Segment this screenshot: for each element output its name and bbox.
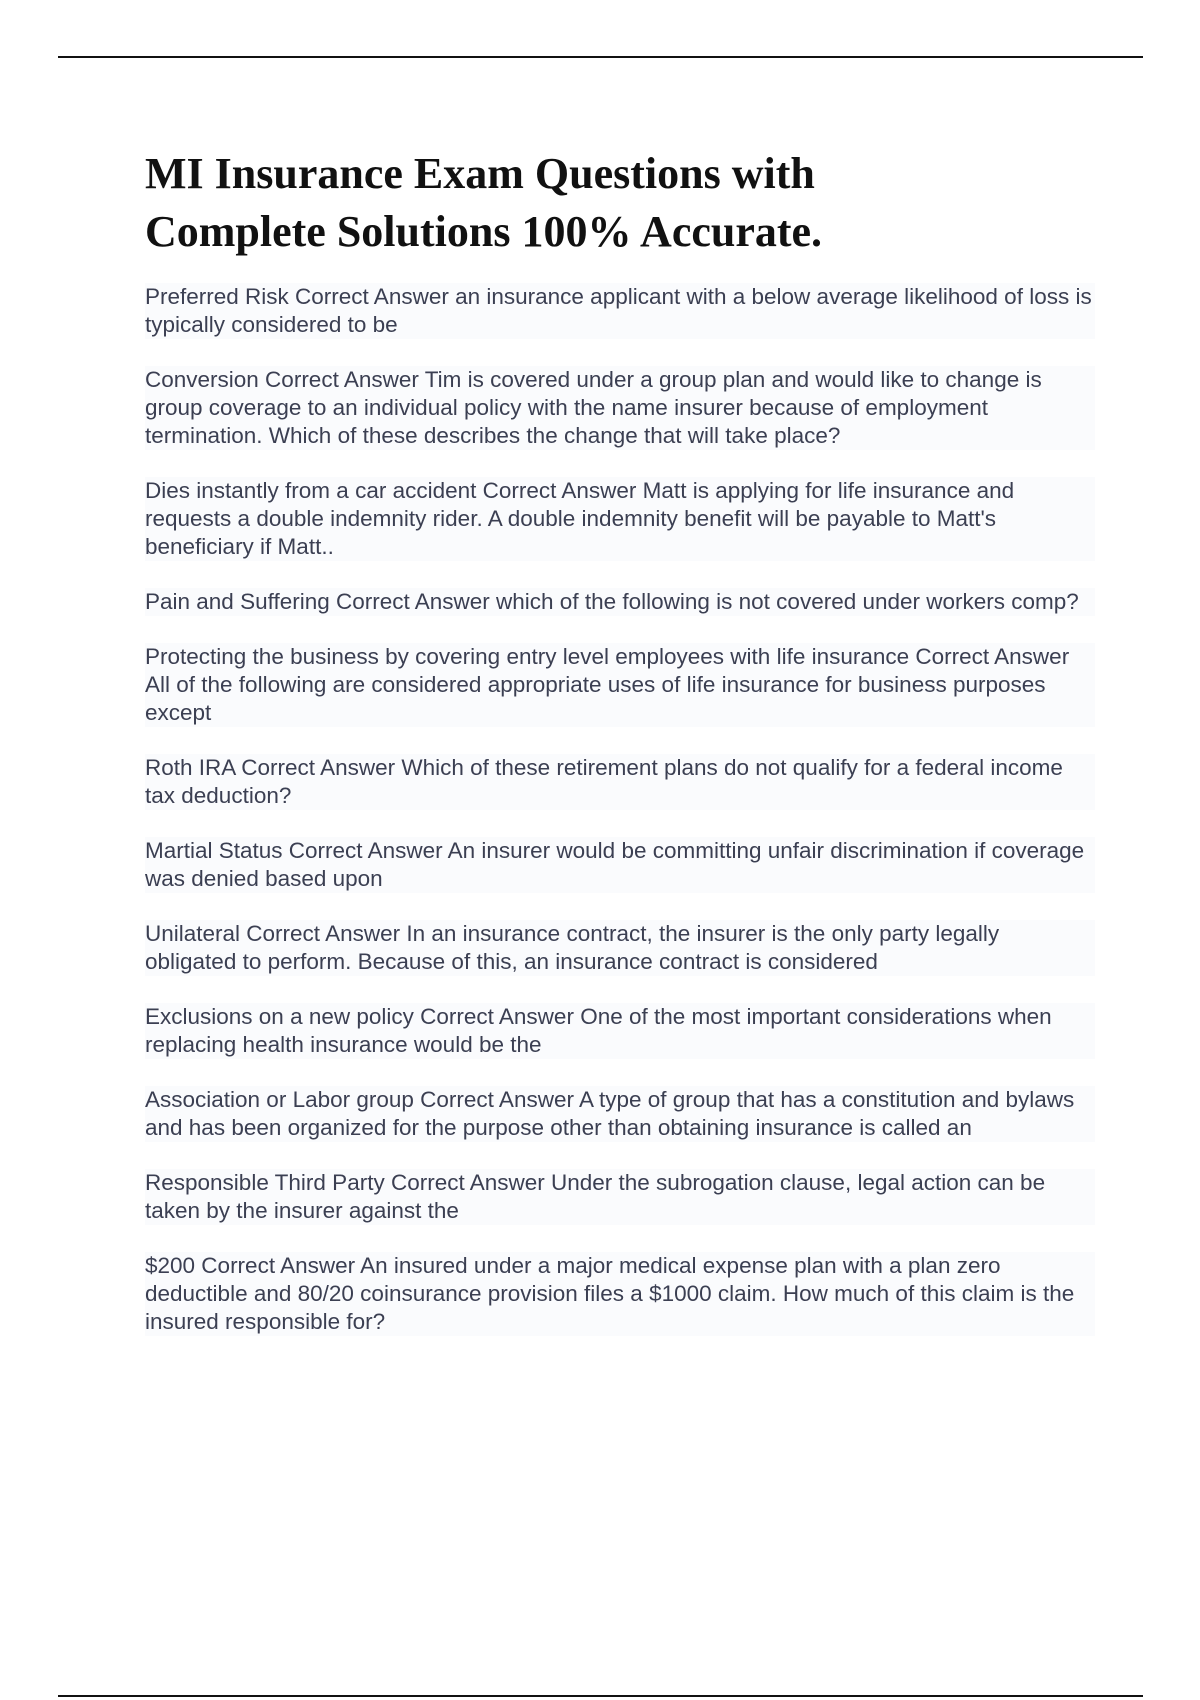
qa-item: Exclusions on a new policy Correct Answer One of the most important considerations when replacing health insurance would be the [145,1003,1095,1059]
qa-item: Association or Labor group Correct Answer A type of group that has a constitution and bylaws and has been organized for the purpose other than obtaining insurance is called an [145,1086,1095,1142]
document-content [145,145,1095,1363]
qa-list [145,283,1095,1336]
qa-item: Martial Status Correct Answer An insurer would be committing unfair discrimination if coverage was denied based upon [145,837,1095,893]
qa-item: Responsible Third Party Correct Answer Under the subrogation clause, legal action can be taken by the insurer against the [145,1169,1095,1225]
document-title: MI Insurance Exam Questions with Complete Solutions 100% Accurate. [145,149,823,256]
qa-item: Dies instantly from a car accident Correct Answer Matt is applying for life insurance and requests a double indemnity rider. A double indemnity benefit will be payable to Matt's beneficiary if Matt.. [145,477,1095,561]
qa-item: $200 Correct Answer An insured under a major medical expense plan with a plan zero deductible and 80/20 coinsurance provision files a $1000 claim. How much of this claim is the insured responsible for? [145,1252,1095,1336]
qa-item: Pain and Suffering Correct Answer which of the following is not covered under workers comp? [145,588,1095,616]
qa-item: Conversion Correct Answer Tim is covered under a group plan and would like to change is group coverage to an individual policy with the name insurer because of employment termination. Which of these describes the change that will take place? [145,366,1095,450]
top-divider [58,56,1143,58]
qa-item: Protecting the business by covering entry level employees with life insurance Correct Answer All of the following are considered appropriate uses of life insurance for business purposes except [145,643,1095,727]
qa-item: Preferred Risk Correct Answer an insurance applicant with a below average likelihood of loss is typically considered to be [145,283,1095,339]
bottom-divider [58,1695,1143,1697]
qa-item: Roth IRA Correct Answer Which of these retirement plans do not qualify for a federal income tax deduction? [145,754,1095,810]
qa-item: Unilateral Correct Answer In an insurance contract, the insurer is the only party legally obligated to perform. Because of this, an insurance contract is considered [145,920,1095,976]
